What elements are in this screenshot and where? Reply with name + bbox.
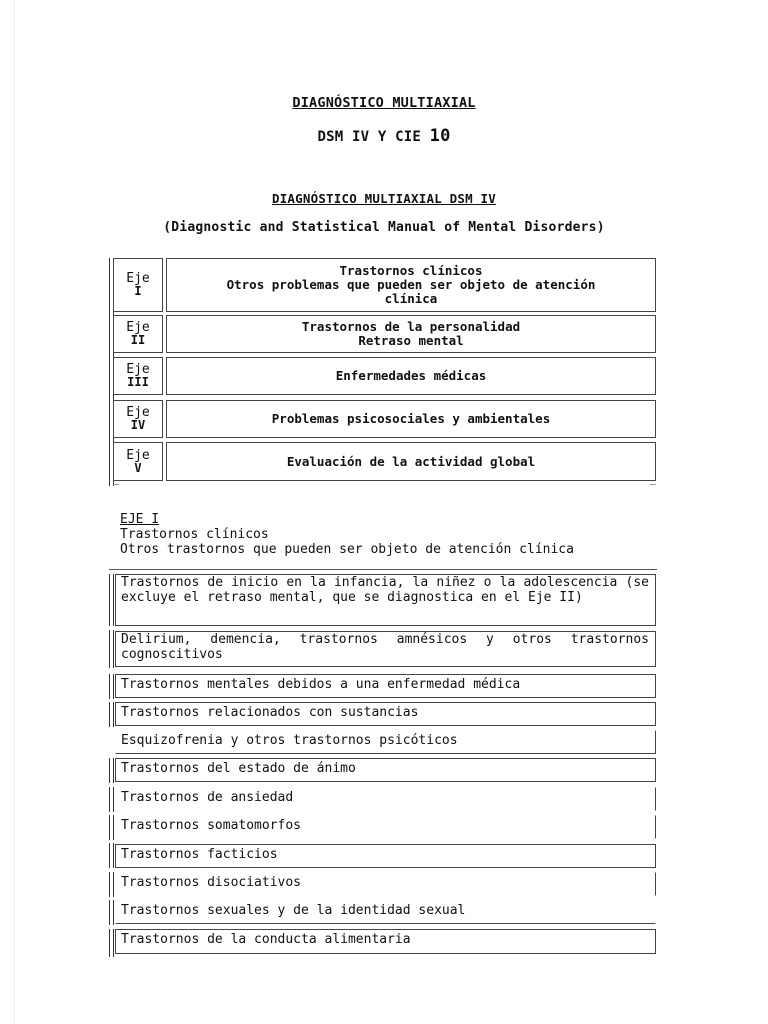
list-item: Trastornos relacionados con sustancias <box>115 702 656 726</box>
axis-label <box>113 400 163 438</box>
list-item: Esquizofrenia y otros trastornos psicóticos <box>115 730 656 754</box>
axis-description <box>166 258 656 312</box>
axis-line: clínica <box>384 291 438 306</box>
list-left-rule <box>109 843 114 868</box>
document-title: DIAGNÓSTICO MULTIAXIAL <box>292 95 476 111</box>
subtitle-prefix: DSM IV Y CIE <box>317 129 422 145</box>
list-left-rule <box>109 900 114 925</box>
subtitle-number: 10 <box>429 126 451 146</box>
axis-numeral: I <box>134 284 142 298</box>
axis-numeral: III <box>127 375 149 389</box>
axis-line: Otros problemas que pueden ser objeto de atención <box>226 277 596 292</box>
document-subtitle <box>0 126 768 146</box>
axis-line: Trastornos clínicos <box>339 263 483 278</box>
axis-row-1 <box>113 258 656 312</box>
list-item: Trastornos mentales debidos a una enfermedad médica <box>115 674 656 698</box>
list-item: Trastornos de la conducta alimentaria <box>115 929 656 954</box>
eje-1-heading <box>120 512 574 557</box>
axis-description <box>166 442 656 481</box>
axis-numeral: IV <box>130 418 146 432</box>
axis-description <box>166 315 656 353</box>
list-item: Trastornos somatomorfos <box>115 815 656 839</box>
axis-description <box>166 357 656 395</box>
section-title: DIAGNÓSTICO MULTIAXIAL DSM IV <box>271 191 497 206</box>
eje-1-rule <box>109 569 657 570</box>
axis-label <box>113 315 163 353</box>
list-left-rule <box>109 872 114 897</box>
axis-label <box>113 357 163 395</box>
list-left-rule <box>109 574 114 626</box>
axis-line: Retraso mental <box>358 333 464 348</box>
axis-line: Enfermedades médicas <box>335 368 487 383</box>
list-item: Trastornos facticios <box>115 844 656 868</box>
axis-word: Eje <box>126 447 150 463</box>
axis-row-2 <box>113 315 656 353</box>
axis-line: Trastornos de la personalidad <box>301 319 521 334</box>
section-subtitle: (Diagnostic and Statistical Manual of Mental Disorders) <box>163 220 605 235</box>
list-left-rule <box>109 815 114 840</box>
list-left-rule <box>109 787 114 812</box>
axis-row-4 <box>113 400 656 438</box>
list-item: Trastornos de ansiedad <box>115 787 656 811</box>
axis-word: Eje <box>126 362 150 377</box>
axis-numeral: II <box>130 333 146 347</box>
axis-word: Eje <box>126 320 150 335</box>
axis-numeral: V <box>134 460 142 475</box>
list-left-rule <box>109 929 114 957</box>
axis-table-bottom-rule <box>113 484 656 485</box>
list-left-rule <box>109 702 114 727</box>
list-left-rule <box>109 674 114 699</box>
list-item: Trastornos disociativos <box>115 872 656 896</box>
eje-1-line-1: Trastornos clínicos <box>120 527 269 542</box>
list-left-rule <box>109 758 114 783</box>
list-left-rule <box>109 630 114 668</box>
list-item: Delirium, demencia, trastornos amnésicos y otros trastornos cognoscitivos <box>115 631 656 667</box>
eje-1-line-2: Otros trastornos que pueden ser objeto de atención clínica <box>120 542 574 557</box>
axis-label <box>113 442 163 481</box>
axis-line: Evaluación de la actividad global <box>286 453 536 469</box>
page-edge <box>14 0 15 1024</box>
list-item: Trastornos del estado de ánimo <box>115 758 656 782</box>
eje-1-title: EJE I <box>120 512 160 527</box>
list-item: Trastornos de inicio en la infancia, la niñez o la adolescencia (se excluye el retraso mental, que se diagnostica en el Eje II) <box>115 574 656 626</box>
axis-row-5 <box>113 442 656 481</box>
list-item: Trastornos sexuales y de la identidad sexual <box>115 900 656 924</box>
axis-row-3 <box>113 357 656 395</box>
axis-word: Eje <box>126 405 150 420</box>
axis-word: Eje <box>126 271 150 286</box>
axis-label <box>113 258 163 312</box>
axis-description <box>166 400 656 438</box>
axis-line: Problemas psicosociales y ambientales <box>271 411 551 426</box>
